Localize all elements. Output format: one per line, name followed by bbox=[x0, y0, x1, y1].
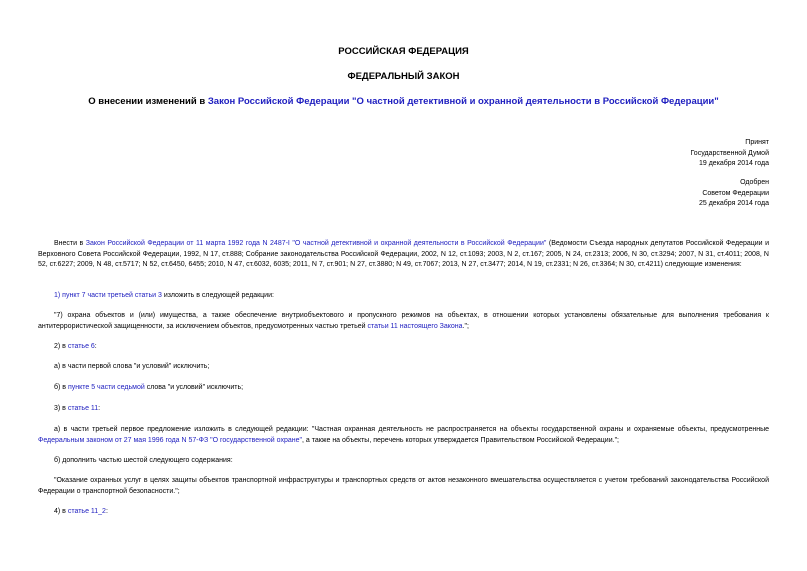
intro-prefix: Внести в bbox=[54, 240, 86, 247]
doc-type-heading: ФЕДЕРАЛЬНЫЙ ЗАКОН bbox=[347, 71, 460, 82]
item-3a-main: а) в части третьей первое предложение изложить в следующей редакции: "Частная охранная деятельность не распространяется на объекты государственной охраны и охраняемые объекты, предусмотренные bbox=[54, 426, 769, 433]
item-2b-prefix: б) в bbox=[54, 384, 68, 391]
item-3a-end: , а также на объекты, перечень которых утверждается Правительством Российской Федерации."; bbox=[301, 436, 620, 444]
item-3a bbox=[38, 425, 769, 446]
law-title-prefix: О внесении изменений в bbox=[88, 96, 208, 107]
item-3b: б) дополнить частью шестой следующего содержания: bbox=[54, 457, 233, 464]
item-2-link[interactable]: статье 6 bbox=[67, 343, 95, 350]
item-1-quote-link[interactable]: статьи 11 настоящего Закона bbox=[367, 322, 463, 330]
item-3-prefix: 3) в bbox=[54, 405, 68, 412]
item-1-quote-end: ."; bbox=[462, 322, 469, 330]
item-2 bbox=[38, 342, 769, 353]
item-2b-rest: слова "и условий" исключить; bbox=[144, 384, 244, 391]
item-3a-link[interactable]: Федеральным законом от 27 мая 1996 года N 57-ФЗ "О государственной охране" bbox=[38, 436, 302, 444]
item-1-quote bbox=[38, 311, 769, 332]
item-2-suffix: : bbox=[94, 343, 97, 350]
adopted-line-1: Принят bbox=[745, 139, 769, 146]
item-3b-quote: "Оказание охранных услуг в целях защиты объектов транспортной инфраструктуры и транспортных средств от актов незаконного вмешательства осуществляется с учетом требований законодательства Российской Федерации о транспортной безопасности."; bbox=[38, 477, 769, 495]
approved-block bbox=[699, 178, 769, 210]
adopted-line-3: 19 декабря 2014 года bbox=[698, 160, 769, 167]
intro-rest: (Ведомости Съезда народных депутатов Российской Федерации и Верховного Совета Российской Федерации, 1992, N 17, ст.888; Собрание законодательства Российской Федерации, 2002, N 12, ст.1093; 2003, N 2, ст.167; 2005, N 24, ст.2313; 2006, N 30, ст.3294; 2007, N 31, ст.4011; 2008, N 52, ст.6227; 2009, N 48, ст.5717; N 52, ст.6450, 6455; 2010, N 47, ст.6032, 6035; 2011, N 7, ст.901; N 27, ст.3880; N 49, ст.7067; 2013, N 27, ст.3477; 2014, N 19, ст.2331; N 26, ст.3364; N 30, ст.4211) следующие изменения: bbox=[38, 240, 770, 268]
item-2b bbox=[38, 383, 769, 394]
item-3-link[interactable]: статье 11 bbox=[67, 405, 99, 412]
law-title-link[interactable]: Закон Российской Федерации "О частной детективной и охранной деятельности в Российской Федерации" bbox=[207, 96, 719, 107]
item-4 bbox=[38, 507, 769, 518]
approved-line-3: 25 декабря 2014 года bbox=[698, 200, 769, 207]
item-4-link[interactable]: статье 11_2 bbox=[67, 508, 106, 515]
item-2b-link[interactable]: пункте 5 части седьмой bbox=[67, 384, 145, 391]
law-title bbox=[0, 96, 807, 107]
approved-line-1: Одобрен bbox=[740, 179, 769, 186]
approved-line-2: Советом Федерации bbox=[702, 189, 769, 197]
item-4-suffix: : bbox=[105, 508, 108, 515]
country-heading: РОССИЙСКАЯ ФЕДЕРАЦИЯ bbox=[338, 46, 469, 57]
item-2a: а) в части первой слова "и условий" исключить; bbox=[54, 363, 210, 370]
item-2-prefix: 2) в bbox=[54, 343, 68, 350]
item-1-quote-main: "7) охрана объектов и (или) имущества, а также обеспечение внутриобъектового и пропускного режимов на объектах, в отношении которых установлены обязательные для выполнения требования к антитеррористической защищенности, за исключением объектов, предусмотренных частью третьей bbox=[38, 312, 769, 330]
intro-paragraph bbox=[38, 239, 769, 271]
item-1-rest: изложить в следующей редакции: bbox=[161, 292, 274, 299]
intro-law-link[interactable]: Закон Российской Федерации от 11 марта 1992 года N 2487-I "О частной детективной и охранной деятельности в Российской Федерации" bbox=[85, 240, 547, 247]
item-3-suffix: : bbox=[98, 405, 101, 412]
adopted-block bbox=[690, 138, 769, 170]
item-3 bbox=[38, 404, 769, 415]
item-4-prefix: 4) в bbox=[54, 508, 68, 515]
item-1-link[interactable]: 1) пункт 7 части третьей статьи 3 bbox=[54, 292, 162, 299]
adopted-line-2: Государственной Думой bbox=[690, 149, 769, 157]
item-1 bbox=[38, 291, 769, 302]
